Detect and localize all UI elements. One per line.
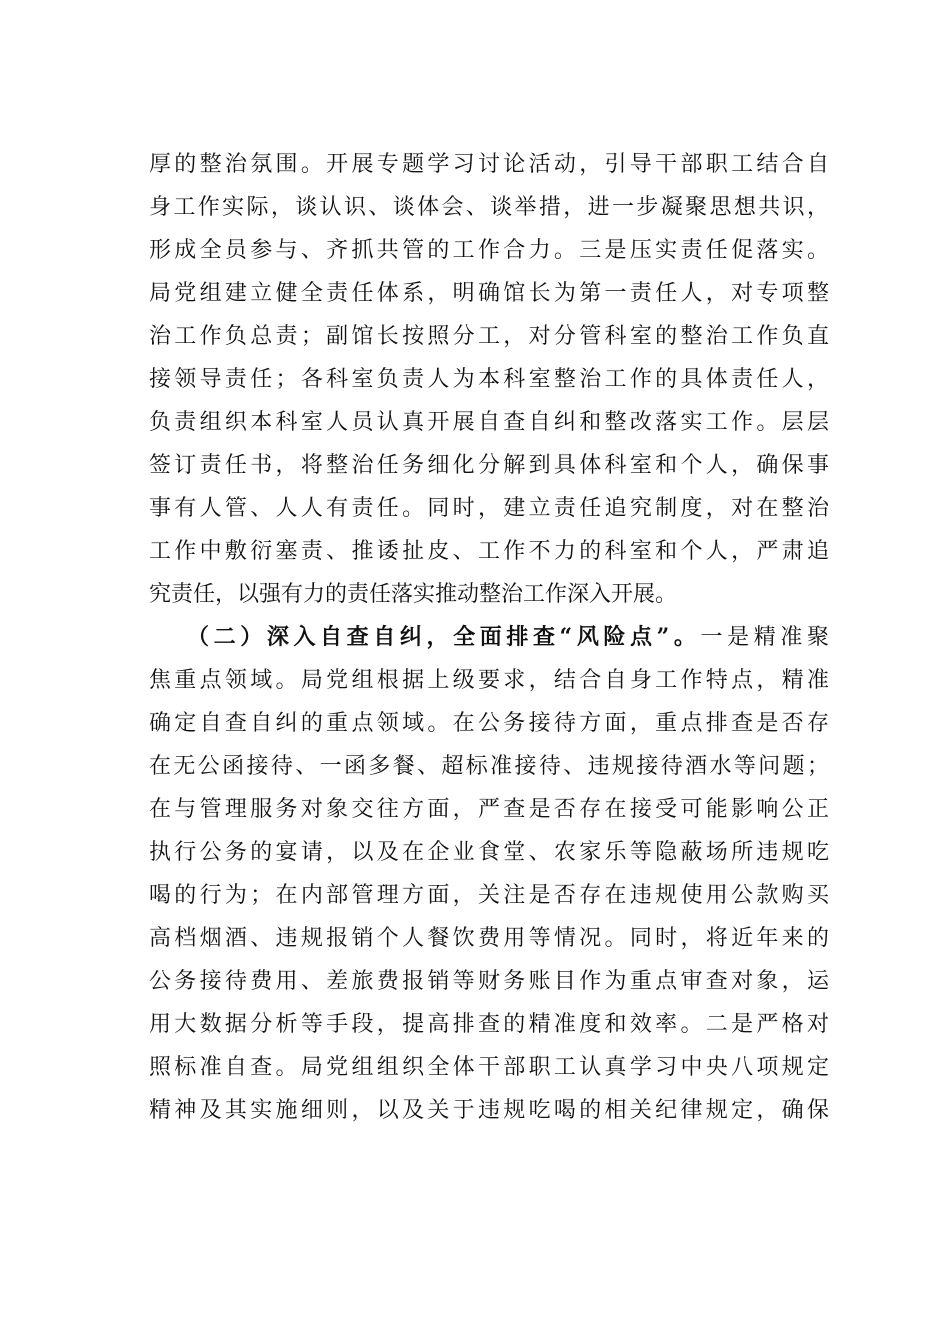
text-line: 工作中敷衍塞责、推诿扯皮、工作不力的科室和个人，严肃追 bbox=[149, 539, 829, 564]
section-first-line bbox=[149, 616, 829, 659]
body-text bbox=[149, 143, 829, 1132]
text-line: 焦重点领域。局党组根据上级要求，结合自身工作特点，精准 bbox=[149, 668, 829, 693]
text-line: 接领导责任；各科室负责人为本科室整治工作的具体责任人， bbox=[149, 367, 829, 392]
text-line: 事有人管、人人有责任。同时，建立责任追究制度，对在整治 bbox=[149, 496, 829, 521]
text-line: 精神及其实施细则，以及关于违规吃喝的相关纪律规定，确保 bbox=[149, 1098, 829, 1123]
text-line: 签订责任书，将整治任务细化分解到具体科室和个人，确保事 bbox=[149, 453, 829, 478]
text-line: 用大数据分析等手段，提高排查的精准度和效率。二是严格对 bbox=[149, 1012, 829, 1037]
text-line: 高档烟酒、违规报销个人餐饮费用等情况。同时，将近年来的 bbox=[149, 926, 829, 951]
text-line: 在与管理服务对象交往方面，严查是否存在接受可能影响公正 bbox=[149, 797, 829, 822]
text-line: 究责任，以强有力的责任落实推动整治工作深入开展。 bbox=[149, 582, 678, 607]
text-line: 局党组建立健全责任体系，明确馆长为第一责任人，对专项整 bbox=[149, 281, 829, 306]
section-heading: （二）深入自查自纠，全面排查“风险点”。 bbox=[187, 624, 701, 650]
text-line: 形成全员参与、齐抓共管的工作合力。三是压实责任促落实。 bbox=[149, 238, 829, 263]
text-line: 身工作实际，谈认识、谈体会、谈举措，进一步凝聚思想共识， bbox=[149, 195, 829, 220]
text-line: 执行公务的宴请，以及在企业食堂、农家乐等隐蔽场所违规吃 bbox=[149, 840, 829, 865]
section-first-line-rest: 一是精准聚 bbox=[700, 625, 829, 650]
text-line: 公务接待费用、差旅费报销等财务账目作为重点审查对象，运 bbox=[149, 969, 829, 994]
text-line: 厚的整治氛围。开展专题学习讨论活动，引导干部职工结合自 bbox=[149, 152, 829, 177]
text-line: 治工作负总责；副馆长按照分工，对分管科室的整治工作负直 bbox=[149, 324, 829, 349]
text-line: 负责组织本科室人员认真开展自查自纠和整改落实工作。层层 bbox=[149, 410, 829, 435]
text-line: 在无公函接待、一函多餐、超标准接待、违规接待酒水等问题； bbox=[149, 754, 829, 779]
text-line: 照标准自查。局党组组织全体干部职工认真学习中央八项规定 bbox=[149, 1055, 829, 1080]
text-line: 确定自查自纠的重点领域。在公务接待方面，重点排查是否存 bbox=[149, 711, 829, 736]
text-line: 喝的行为；在内部管理方面，关注是否存在违规使用公款购买 bbox=[149, 883, 829, 908]
